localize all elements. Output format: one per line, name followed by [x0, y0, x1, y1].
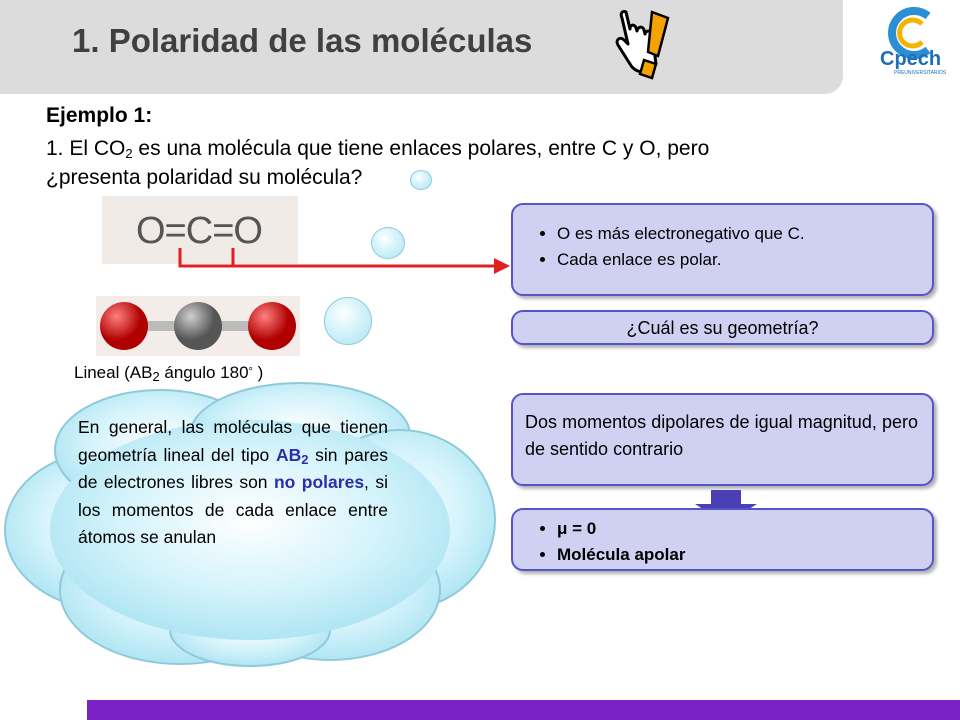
- title-bar: [0, 0, 843, 94]
- footer-bar: [87, 700, 960, 720]
- cloud-text-part3: , si los momentos de cada enlace entre átomos se anulan: [78, 472, 388, 547]
- electronegativity-panel: [511, 203, 934, 296]
- cpech-logo: [872, 4, 952, 89]
- cpech-logo-subtext: PREUNIVERSITARIOS: [894, 70, 947, 76]
- co2-structure-formula: O=C=O: [136, 210, 262, 252]
- dipole-panel: Dos momentos dipolares de igual magnitud, pero de sentido contrario: [511, 393, 934, 486]
- geometry-question-panel: ¿Cuál es su geometría?: [511, 310, 934, 345]
- question-part1: 1. El CO: [46, 137, 126, 160]
- cloud-text: [78, 414, 388, 552]
- thought-bubble-medium: [371, 227, 405, 259]
- geometry-label-pre: Lineal (AB: [74, 363, 153, 382]
- pointing-hand-icon: [612, 4, 672, 84]
- co2-ball-model-icon: [96, 296, 300, 356]
- list-item: • O es más electronegativo que C.: [557, 221, 932, 247]
- cpech-logo-text: Cpech: [880, 48, 942, 70]
- list-item: • Molécula apolar: [557, 542, 932, 568]
- result-panel: [511, 508, 934, 571]
- co2-ball-model: [96, 296, 300, 356]
- list-item: • μ = 0: [557, 516, 932, 542]
- list-item: • Cada enlace es polar.: [557, 247, 932, 273]
- geometry-label-sub: 2: [152, 369, 160, 384]
- example-heading: Ejemplo 1:: [46, 104, 153, 127]
- geometry-label-post: ): [252, 363, 264, 382]
- thought-bubble-small: [410, 170, 432, 190]
- page-title: 1. Polaridad de las moléculas: [72, 22, 533, 59]
- thought-bubble-large: [324, 297, 372, 345]
- cloud-highlight-sub: 2: [301, 451, 309, 467]
- geometry-label-mid: ángulo 180: [159, 363, 249, 382]
- degree-symbol: °: [248, 366, 253, 378]
- co2-structure-box: [102, 196, 298, 264]
- cloud-highlight-ab: AB: [275, 444, 302, 465]
- question-line2: ¿presenta polaridad su molécula?: [46, 166, 363, 189]
- question-part2: es una molécula que tiene enlaces polares, entre C y O, pero: [132, 137, 710, 160]
- cloud-highlight-no-polares: no polares: [273, 472, 365, 492]
- cloud-text-part1: En general, las moléculas que tienen geometría lineal del tipo: [78, 417, 388, 465]
- cloud-text-part2: sin pares de electrones libres son: [78, 444, 389, 492]
- example-question: [46, 134, 912, 192]
- question-subscript: 2: [125, 146, 133, 161]
